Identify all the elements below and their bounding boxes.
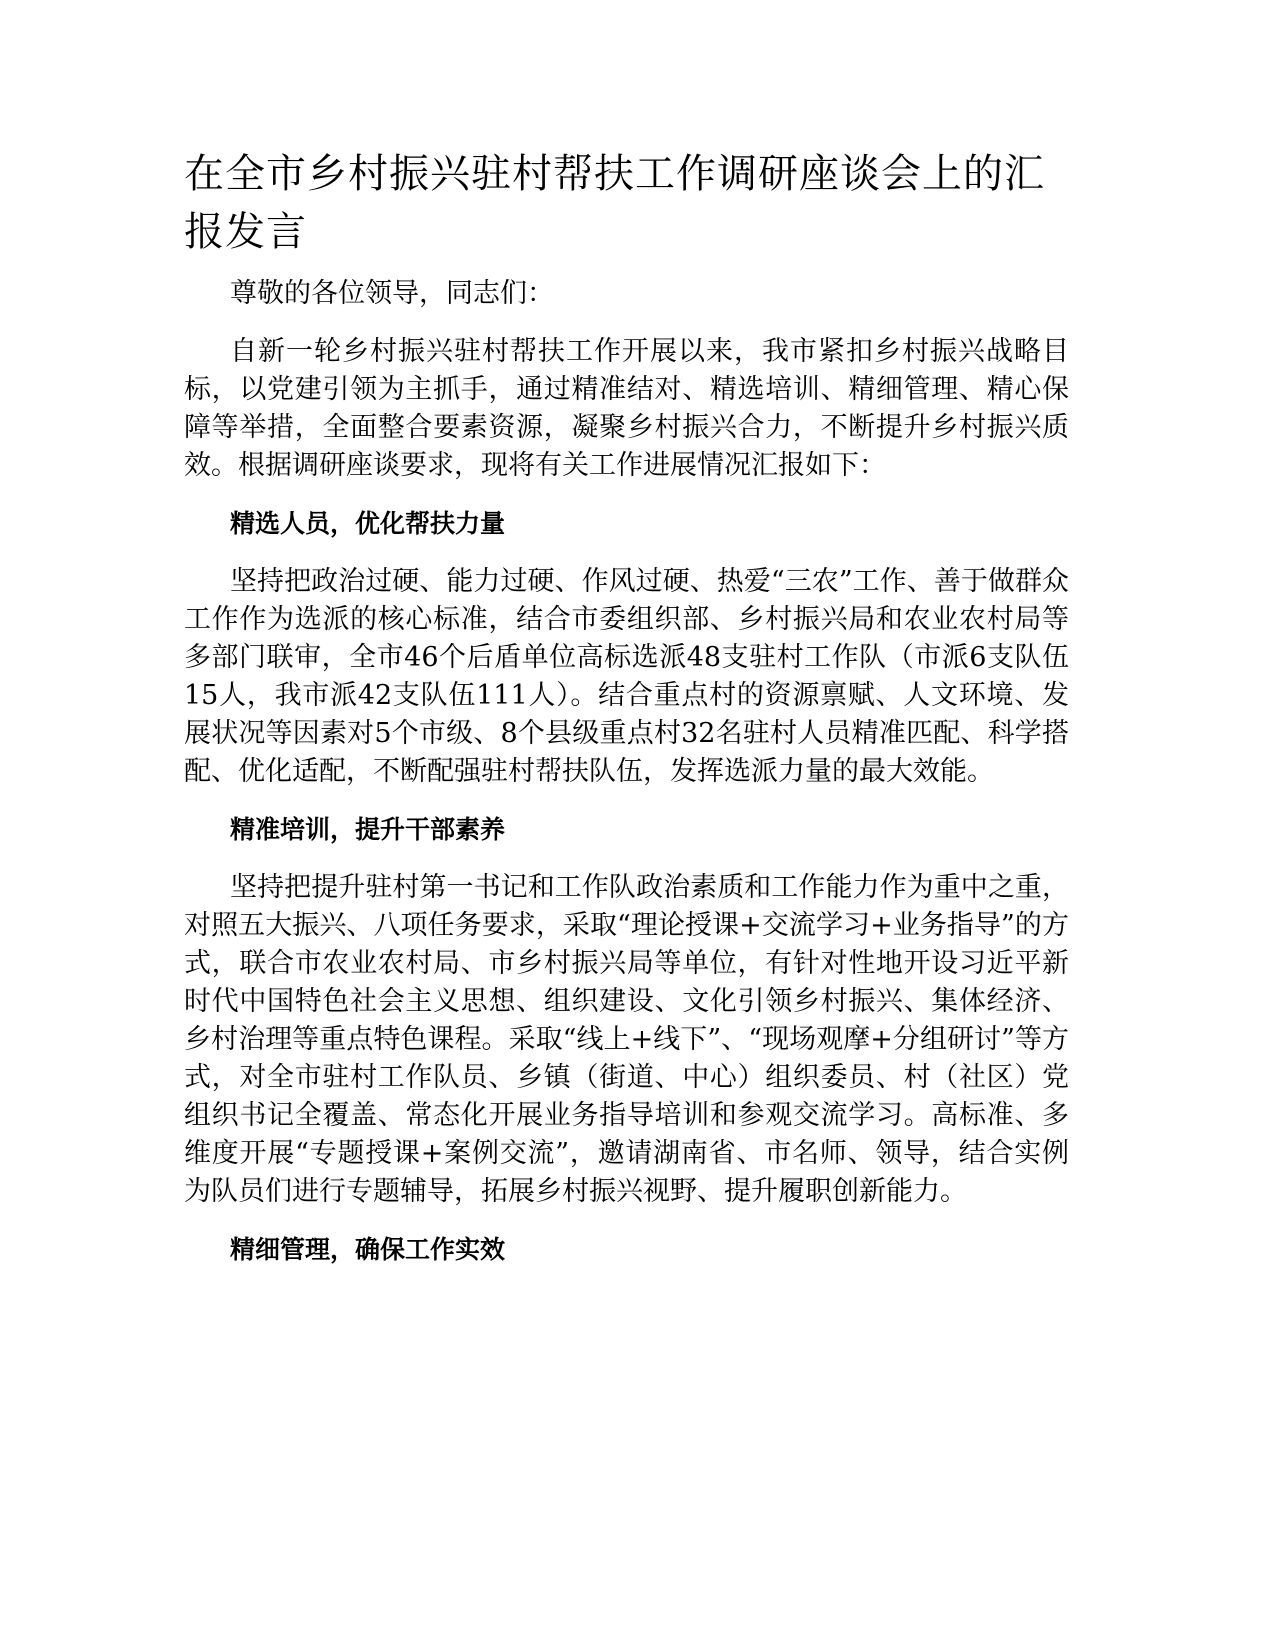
document-title: 在全市乡村振兴驻村帮扶工作调研座谈会上的汇报发言 <box>184 151 1045 255</box>
section-body-training: 坚持把提升驻村第一书记和工作队政治素质和工作能力作为重中之重，对照五大振兴、八项任务要求，采取“理论授课+交流学习+业务指导”的方式，联合市农业农村局、市乡村振兴局等单位，有针对性地开设习近平新时代中国特色社会主义思想、组织建设、文化引领乡村振兴、集体经济、乡村治理等重点特色课程。采取“线上+线下”、“现场观摩+分组研讨”等方式，对全市驻村工作队员、乡镇（街道、中心）组织委员、村（社区）党组织书记全覆盖、常态化开展业务指导培训和参观交流学习。高标准、多维度开展“专题授课+案例交流”，邀请湖南省、市名师、领导，结合实例为队员们进行专题辅导，拓展乡村振兴视野、提升履职创新能力。 <box>184 872 1069 1207</box>
intro-paragraph: 自新一轮乡村振兴驻村帮扶工作开展以来，我市紧扣乡村振兴战略目标，以党建引领为主抓手，通过精准结对、精选培训、精细管理、精心保障等举措，全面整合要素资源，凝聚乡村振兴合力，不断提升乡村振兴质效。根据调研座谈要求，现将有关工作进展情况汇报如下： <box>184 336 1069 481</box>
section-body-personnel: 坚持把政治过硬、能力过硬、作风过硬、热爱“三农”工作、善于做群众工作作为选派的核心标准，结合市委组织部、乡村振兴局和农业农村局等多部门联审，全市46个后盾单位高标选派48支驻村工作队（市派6支队伍15人，我市派42支队伍111人）。结合重点村的资源禀赋、人文环境、发展状况等因素对5个市级、8个县级重点村32名驻村人员精准匹配、科学搭配、优化适配，不断配强驻村帮扶队伍，发挥选派力量的最大效能。 <box>184 566 1069 787</box>
section-heading-management: 精细管理，确保工作实效 <box>230 1235 506 1264</box>
section-heading-personnel: 精选人员，优化帮扶力量 <box>230 509 506 538</box>
section-heading-training: 精准培训，提升干部素养 <box>230 815 506 844</box>
document-content <box>184 145 1069 1289</box>
greeting: 尊敬的各位领导，同志们： <box>230 278 554 309</box>
